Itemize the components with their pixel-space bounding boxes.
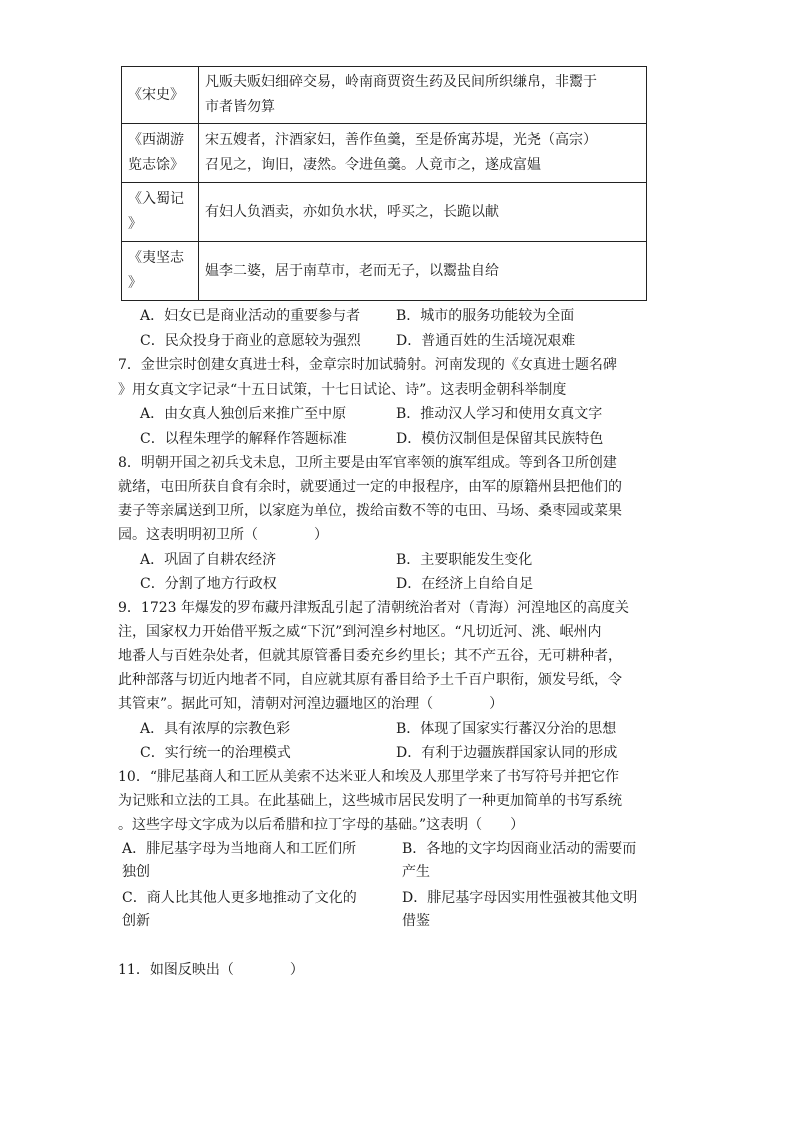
- q10-option-c: C．商人比其他人更多地推动了文化的 创新: [122, 890, 357, 929]
- q10-option-d: D．腓尼基字母因实用性强被其他文明 借鉴: [402, 890, 638, 929]
- q8-option-d: D．在经济上自给自足: [396, 576, 534, 592]
- q9-stem-line: 地番人与百姓杂处者，但就其原管番目委充乡约里长；其不产五谷，无可耕种者，: [118, 648, 622, 664]
- source-cell: 《夷坚志 》: [122, 242, 199, 301]
- source-cell: 《西湖游 览志馀》: [122, 124, 199, 183]
- q6-option-a: A．妇女已是商业活动的重要参与者: [140, 308, 361, 324]
- q7-stem-line: 7．金世宗时创建女真进士科，金章宗时加试骑射。河南发现的《女真进士题名碑: [118, 357, 617, 373]
- q7-option-b: B．推动汉人学习和使用女真文字: [396, 406, 603, 422]
- q10-option-a: A．腓尼基字母为当地商人和工匠们所 独创: [122, 841, 357, 880]
- source-cell: 《宋史》: [122, 67, 199, 124]
- q9-stem-line: 注，国家权力开始借平叛之威“下沉”到河湟乡村地区。“凡切近河、洮、岷州内: [118, 624, 602, 640]
- table-row: [122, 183, 647, 242]
- q10-option-b: B．各地的文字均因商业活动的需要而 产生: [402, 841, 637, 880]
- source-cell: 《入蜀记 》: [122, 183, 199, 242]
- q9-option-b: B．体现了国家实行蕃汉分治的思想: [396, 721, 617, 737]
- table-row: [122, 67, 647, 124]
- excerpt-cell: 凡贩夫贩妇细碎交易，岭南商贾资生药及民间所织缣帛，非鬻于 市者皆勿算: [199, 67, 647, 124]
- q8-option-c: C．分割了地方行政权: [140, 576, 277, 592]
- q6-option-b: B．城市的服务功能较为全面: [396, 308, 575, 324]
- q7-option-a: A．由女真人独创后来推广至中原: [140, 406, 347, 422]
- q8-stem-line: 就绪，屯田所获自食有余时，就要通过一定的申报程序，由军的原籍州县把他们的: [118, 479, 622, 495]
- q7-stem-line: 》用女真文字记录“十五日试策，十七日试论、诗”。这表明金朝科举制度: [118, 382, 567, 398]
- q11-stem-line: 11．如图反映出（ ）: [118, 962, 304, 978]
- q7-option-d: D．模仿汉制但是保留其民族特色: [396, 431, 604, 447]
- q9-stem-line: 9．1723 年爆发的罗布藏丹津叛乱引起了清朝统治者对（青海）河湟地区的高度关: [118, 600, 629, 616]
- q6-option-c: C．民众投身于商业的意愿较为强烈: [140, 333, 361, 349]
- excerpt-cell: 有妇人负酒卖，亦如负水状，呼买之，长跪以献: [199, 183, 647, 242]
- q8-stem-line: 8．明朝开国之初兵戈未息，卫所主要是由军官率领的旗军组成。等到各卫所创建: [118, 455, 617, 471]
- table-row: [122, 242, 647, 301]
- q6-option-d: D．普通百姓的生活境况艰难: [396, 333, 576, 349]
- q9-stem-line: 此种部落与切近内地者不同，自应就其原有番目给予土千百户职衔，颁发号纸，令: [118, 672, 622, 688]
- q9-option-d: D．有利于边疆族群国家认同的形成: [396, 745, 618, 761]
- excerpt-cell: 宋五嫂者，汴酒家妇，善作鱼羹，至是侨寓苏堤，光尧（高宗） 召见之，询旧，凄然。令进鱼羹。人竟市之，遂成富媪: [199, 124, 647, 183]
- q8-stem-line: 园。这表明明初卫所（ ）: [118, 527, 328, 543]
- q8-option-a: A．巩固了自耕农经济: [140, 552, 277, 568]
- q10-stem-line: 10．“腓尼基商人和工匠从美索不达米亚人和埃及人那里学来了书写符号并把它作: [118, 769, 619, 785]
- q10-stem-line: 。这些字母文字成为以后希腊和拉丁字母的基础。”这表明（ ）: [118, 817, 525, 833]
- q9-stem-line: 其管束”。据此可知，清朝对河湟边疆地区的治理（ ）: [118, 696, 504, 712]
- excerpt-cell: 媪李二婆，居于南草市，老而无子，以鬻盐自给: [199, 242, 647, 301]
- q7-option-c: C．以程朱理学的解释作答题标准: [140, 431, 347, 447]
- source-table: [121, 66, 647, 301]
- q9-option-c: C．实行统一的治理模式: [140, 745, 291, 761]
- q10-stem-line: 为记账和立法的工具。在此基础上，这些城市居民发明了一种更加简单的书写系统: [118, 793, 622, 809]
- q8-stem-line: 妻子等亲属送到卫所，以家庭为单位，拨给亩数不等的屯田、马场、桑枣园或菜果: [118, 503, 622, 519]
- table-row: [122, 124, 647, 183]
- q9-option-a: A．具有浓厚的宗教色彩: [140, 721, 291, 737]
- q8-option-b: B．主要职能发生变化: [396, 552, 533, 568]
